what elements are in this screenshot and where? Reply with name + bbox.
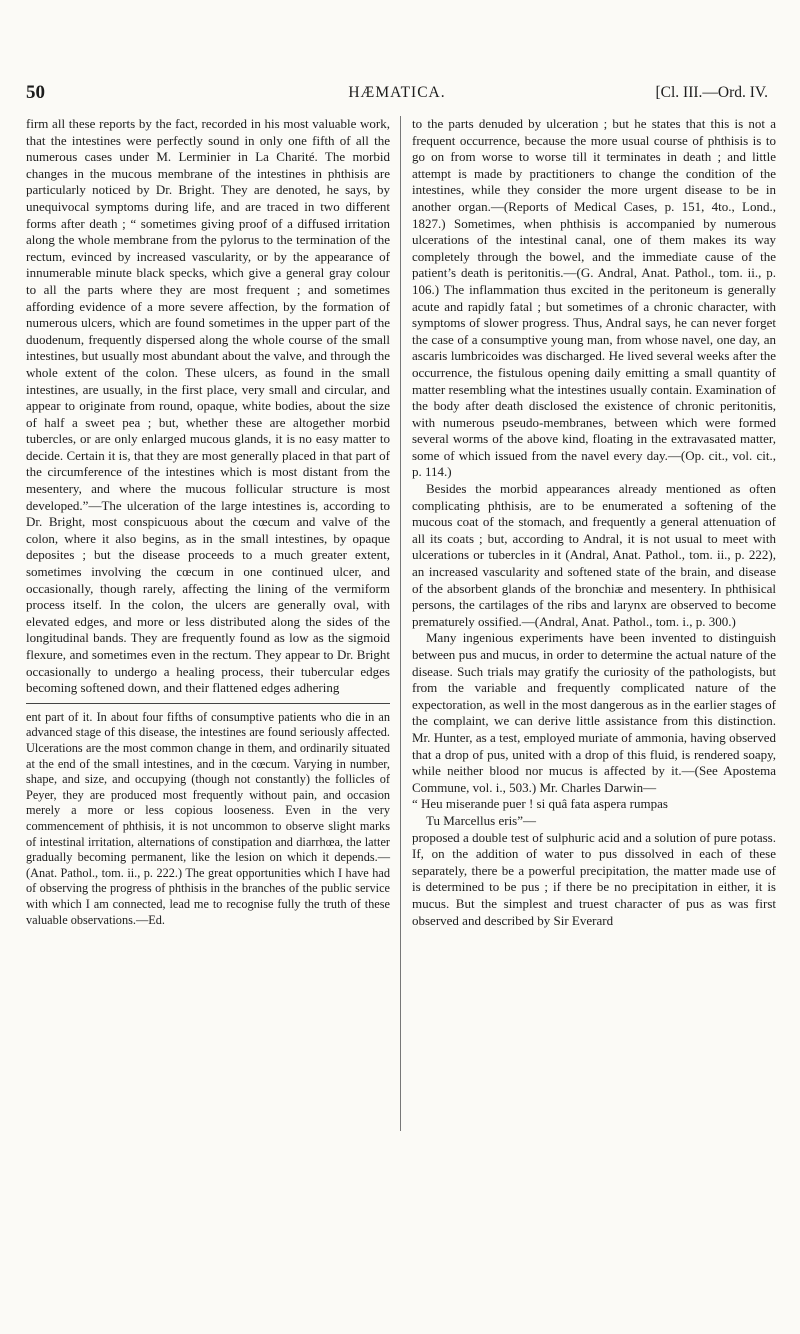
- right-paragraph-2: Besides the morbid appearances already mentioned as often complicating phthisis, are to be enumerated a softening of the mucous coat of the stomach, and frequently a general attenuation of all its coats ; but, according to Andral, it is not usual to meet with ulcerations or tubercles in it (Andral, Anat. Pathol., tom. ii., p. 222), an increased vascularity and softened state of the brain, and disease of the absorbent glands of the bronchiæ and mesentery. In phthisical persons, the cartilages of the ribs and larynx are observed to become prematurely ossified.—(Andral, Anat. Pathol., tom. i., p. 300.): [412, 481, 776, 629]
- right-paragraph-3: Many ingenious experiments have been invented to distinguish between pus and mucus, in order to determine the actual nature of the disease. Such trials may gratify the curiosity of the pathologists, but from the variable and frequently complicated nature of the expectoration, as well in the most dangerous as in the earlier stages of the complaint, we can derive little assistance from this distinction. Mr. Hunter, as a test, employed muriate of ammonia, having observed that a drop of pus, united with a drop of this fluid, is rendered soapy, while neither blood nor mucus is affected by it.—(See Apostema Commune, vol. i., 503.) Mr. Charles Darwin—: [412, 630, 776, 795]
- right-paragraph-4: proposed a double test of sulphuric acid and a solution of pure potass. If, on the addition of water to pus dissolved in each of these separately, there be a powerful precipitation, the matter made use of is determined to be pus ; if there be no precipitation in either, it is mucus. But the simplest and truest character of pus as was first observed and described by Sir Everard: [412, 829, 776, 928]
- right-paragraph-1: to the parts denuded by ulceration ; but he states that this is not a frequent occurrence, because the more usual course of phthisis is to go on from worse to worse till it terminates in death ; and little attempt is made by practitioners to change the condition of the intestines, while they consider the more urgent disease to be in another organ.—(Reports of Medical Cases, p. 151, 4to., Lond., 1827.) Sometimes, when phthisis is accompanied by numerous ulcerations of the intestinal canal, one of them makes its way completely through the bowel, and the immediate cause of the patient’s death is peritonitis.—(G. Andral, Anat. Pathol., tom. ii., p. 106.) The inflammation thus excited in the peritoneum is generally acute and rapidly fatal ; but sometimes of a chronic character, with symptoms of slower progress. Thus, Andral says, he can never forget the case of a consumptive young man, from whose navel, one day, an ascaris lumbricoides was discharged. He lived several weeks after the occurrence, the fistulous opening daily emitting a small quantity of matter resembling what the intestines usually contain. Examination of the body after death disclosed the existence of chronic peritonitis, with numerous pseudo-membranes, between which were formed several worms of the above kind, floating in the extravasated matter, some of which issued from the navel every day.—(Op. cit., vol. cit., p. 114.): [412, 116, 776, 480]
- latin-quote-line-2: Tu Marcellus eris”—: [426, 812, 537, 828]
- left-paragraph-1: firm all these reports by the fact, recorded in his most valuable work, that the intestines were perfectly sound in only one fifth of all the numerous cases under M. Lerminier in La Charité. The morbid changes in the mucous membrane of the intestines in phthisis are particularly noticed by Dr. Bright. They are denoted, he says, by unequivocal symptoms during life, and are traced in two different forms after death ; “ sometimes giving proof of a diffused irritation along the whole membrane from the pylorus to the termination of the rectum, evinced by increased vascularity, or by the appearance of innumerable minute black specks, which give a general gray colour to all the parts where they are most frequent ; and sometimes affording evidence of a more severe affection, by the formation of numerous ulcers, which are found sometimes in the upper part of the duodenum, frequently dispersed along the whole course of the small intestines, but usually most abundant about the valve, and through the whole extent of the colon. These ulcers, as found in the small intestines, are usually, in the first place, very small and circular, and appear to originate from round, opaque, white bodies, about the size of half a sweet pea ; but, whether these are altogether morbid tubercles, or are only enlarged mucous glands, it is no easy matter to decide. Certain it is, that they are most generally placed in that part of the circumference of the intestines which is most distant from the mesentery, and where the mucous follicular structure is most developed.”—The ulceration of the large intestines is, according to Dr. Bright, most conspicuous about the cœcum and valve of the colon, where it also begins, as in the small intestines, by opaque deposites ; but the disease proceeds to a much greater extent, sometimes involving the cœcum in one continued ulcer, and occasionally, though rarely, affecting the lining of the vermiform process itself. In the colon, the ulcers are generally oval, with elevated edges, and more or less distributed along the sides of the longitudinal bands. They are frequently found as low as the sigmoid flexure, and sometimes even in the rectum. They appear to Dr. Bright occasionally to undergo a healing process, their tubercular edges becoming softened down, and their flattened edges adhering: [26, 116, 390, 696]
- left-column: [26, 116, 390, 928]
- column-divider: [400, 116, 401, 1131]
- running-header: [26, 82, 768, 108]
- page-number: 50: [26, 82, 45, 103]
- right-column: [412, 116, 776, 929]
- latin-quote-line-1: “ Heu miserande puer ! si quâ fata aspera rumpas: [412, 796, 668, 812]
- footnote-rule: [26, 703, 390, 704]
- running-title: HÆMATICA.: [348, 84, 446, 101]
- editor-footnote: ent part of it. In about four fifths of consumptive patients who die in an advanced stage of this disease, the intestines are found seriously affected. Ulcerations are the most common change in them, and ordinarily situated at the end of the small intestines, and in the cœcum. Varying in number, shape, and size, and occupying (though not constantly) the follicles of Peyer, they are produced most frequently without pain, and occasion merely a more or less copious looseness. Even in the very commencement of phthisis, it is not uncommon to observe slight marks of intestinal irritation, alternations of constipation and diarrhœa, the latter gradually becoming permanent, like the lesion on which it depends.—(Anat. Pathol., tom. ii., p. 222.) The great opportunities which I have had of observing the progress of phthisis in the branches of the public service with which I am connected, lead me to recognise fully the truth of these valuable observations.—Ed.: [26, 709, 390, 927]
- classification-label: [Cl. III.—Ord. IV.: [655, 84, 768, 101]
